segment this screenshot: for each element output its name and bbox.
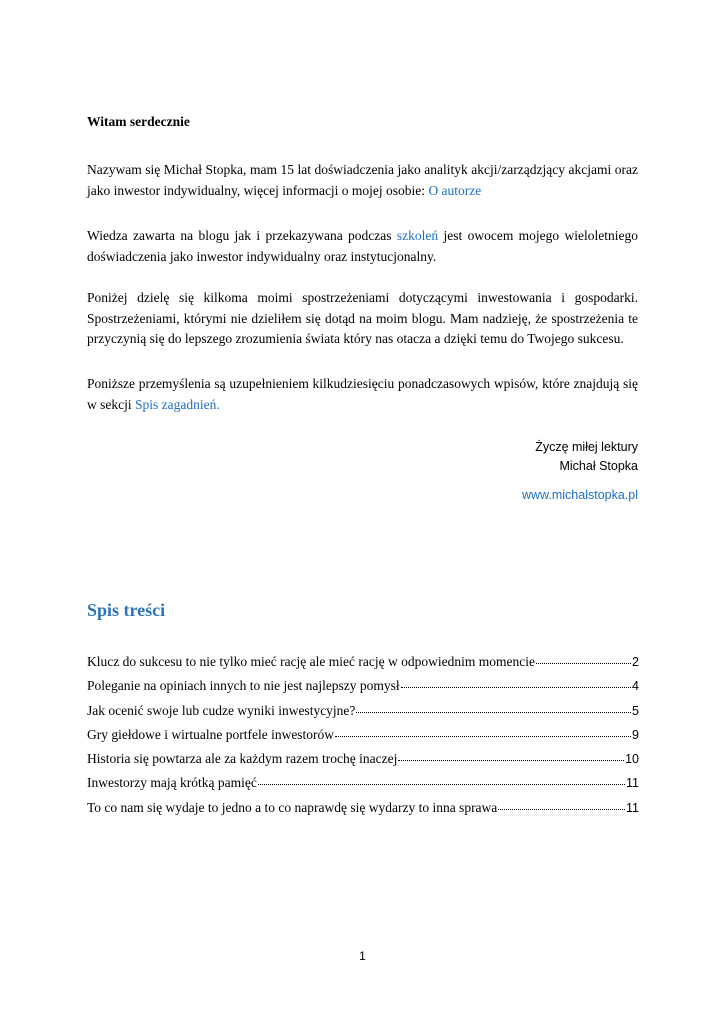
knowledge-paragraph — [87, 226, 638, 267]
intro-paragraph — [87, 160, 638, 201]
insights-paragraph: Poniżej dzielę się kilkoma moimi spostrzeżeniami dotyczącymi inwestowania i gospodarki. Spostrzeżeniami, którymi nie dzieliłem się dotąd na moim blogu. Mam nadzieję, że spostrzeżenia te przyczynią się do lepszego zrozumienia świata który nas otacza a dzięki temu do Twojego sukcesu. — [87, 290, 638, 346]
toc-leader-dots — [258, 774, 625, 785]
toc-entry-title: Historia się powtarza ale za każdym razem trochę inaczej — [87, 751, 398, 767]
website-link[interactable]: www.michalstopka.pl — [521, 488, 638, 502]
toc-entry[interactable] — [87, 775, 639, 799]
intro-text: Nazywam się Michał Stopka, mam 15 lat doświadczenia jako analityk akcji/zarządzjący akcjami oraz jako inwestor indywidualny, więcej informacji o mojej osobie: — [87, 162, 638, 198]
toc-entry-page: 9 — [632, 727, 639, 742]
page-number: 1 — [359, 949, 366, 963]
toc-title: Spis treści — [87, 600, 166, 620]
toc-entry-title: Poleganie na opiniach innych to nie jest najlepszy pomysł — [87, 678, 400, 694]
knowledge-text-after: jest owocem mojego wieloletniego doświadczenia jako inwestor indywidualny oraz instytucjonalny. — [87, 228, 638, 264]
toc-entry[interactable] — [87, 800, 639, 824]
toc-entry-page: 10 — [625, 752, 639, 767]
toc-entry[interactable] — [87, 678, 639, 702]
toc-entry-page: 4 — [632, 679, 639, 694]
toc-leader-dots — [398, 750, 624, 761]
supplement-paragraph — [87, 374, 638, 415]
signature-wish: Życzę miłej lektury — [535, 440, 638, 454]
toc-entry-title: To co nam się wydaje to jedno a to co naprawdę się wydarzy to inna sprawa — [87, 799, 498, 815]
toc-leader-dots — [498, 799, 625, 810]
table-of-contents — [87, 654, 639, 824]
toc-leader-dots — [335, 726, 631, 737]
toc-leader-dots — [356, 702, 631, 713]
greeting-heading: Witam serdecznie — [87, 114, 190, 129]
toc-entry[interactable] — [87, 703, 639, 727]
trainings-link[interactable]: szkoleń — [396, 228, 444, 243]
toc-leader-dots — [401, 677, 631, 688]
toc-entry-title: Gry giełdowe i wirtualne portfele inwestorów — [87, 726, 335, 742]
toc-entry-title: Inwestorzy mają krótką pamięć — [87, 775, 257, 791]
toc-entry-page: 11 — [626, 800, 639, 815]
toc-entry-page: 2 — [632, 655, 639, 669]
signature-name: Michał Stopka — [559, 459, 638, 473]
supplement-text: Poniższe przemyślenia są uzupełnieniem kilkudziesięciu ponadczasowych wpisów, które znajdują się w sekcji — [87, 376, 638, 412]
toc-entry-title: Klucz do sukcesu to nie tylko mieć rację ale mieć rację w odpowiednim momencie — [87, 654, 535, 669]
toc-leader-dots — [536, 653, 631, 664]
toc-entry-title: Jak ocenić swoje lub cudze wyniki inwestycyjne? — [87, 702, 356, 718]
topics-index-link[interactable]: Spis zagadnień. — [135, 396, 220, 412]
toc-entry-page: 11 — [626, 776, 639, 791]
toc-entry-page: 5 — [632, 703, 639, 718]
knowledge-text-before: Wiedza zawarta na blogu jak i przekazywana podczas — [87, 228, 397, 243]
toc-entry[interactable] — [87, 654, 639, 678]
toc-entry[interactable] — [87, 727, 639, 751]
about-author-link[interactable]: O autorze — [428, 182, 482, 198]
toc-entry[interactable] — [87, 751, 639, 775]
